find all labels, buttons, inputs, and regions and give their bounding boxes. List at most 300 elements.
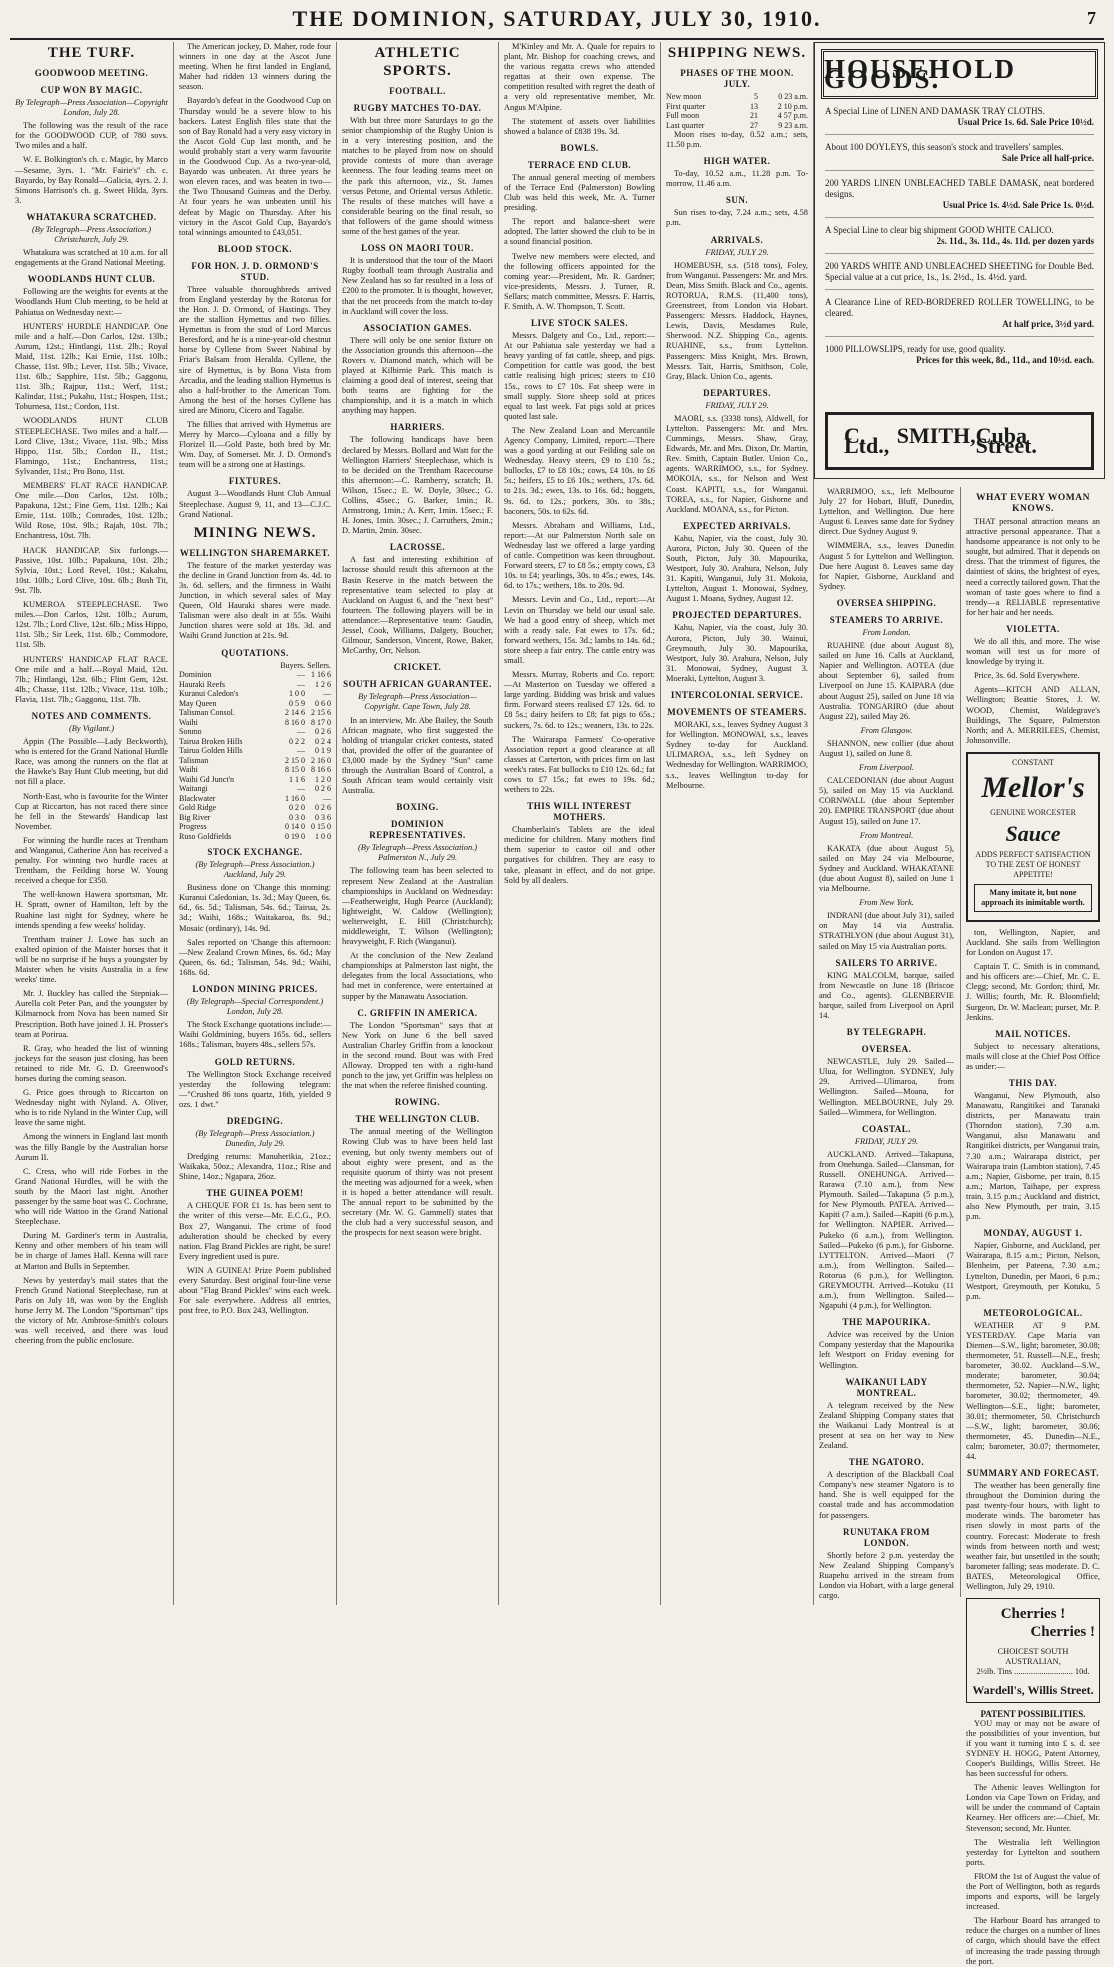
table-cell: 0 2 6 <box>315 727 331 736</box>
subheading: BY TELEGRAPH. <box>846 1027 927 1038</box>
table-row <box>179 727 331 737</box>
article-paragraph: The annual meeting of the Wellington Rowing Club was to have been held last evening, but only twenty members out of about eighty were present, and as the requisite quorum of thirty was not present the meeting was adjourned for a week, when it is hoped a better attendance will result. The annual report to be submitted by the secretary (Mr. W. G. Gammell) states that the club had a very successful season, and the prospects for next season were bright. <box>342 1127 493 1238</box>
article-paragraph: For winning the hurdle races at Trentham and Wanganui, Catherine Ann has received a penalty. For winning two hurdle races at Trentham, the Feilding horse W. Young received a cheque for £350. <box>15 835 168 886</box>
article-paragraph: Messrs. Dalgety and Co., Ltd., report:—At our Pahiatua sale yesterday we had a heavy yarding of fat cattle, sheep, and pigs. Competition for cattle was good, the best cattle realising high prices; steers to £10 15s., cows to £7 10s. Fat sheep were in small supply. Store sheep sold at prices equal to last week. Fat pigs sold at prices quoted last sale. <box>504 331 655 421</box>
column-bowls-livestock <box>498 42 660 1605</box>
subheading: PROJECTED DEPARTURES. <box>672 610 802 621</box>
article-paragraph: The weather has been generally fine throughout the Dominion during the past twenty-four hours, with light to moderate winds. The barometer has risen slowly in most parts of the country. Forecast: Moderate to fresh winds from between north and west; weather fair, but unsettled in the south; barometer falling; seas moderate. D. C. BATES, Meteorological Office, Wellington, July 29, 1910. <box>966 1481 1100 1592</box>
advert-item-text: A Clearance Line of RED-BORDERED ROLLER TOWELLING, to be cleared. <box>825 297 1094 318</box>
table-cell: 1 2 0 <box>315 774 331 784</box>
subheading: HIGH WATER. <box>703 156 771 167</box>
table-cell: 0 23 a.m. <box>778 92 808 101</box>
masthead-title: THE DOMINION, SATURDAY, JULY 30, 1910. <box>292 6 822 31</box>
household-goods-advert <box>814 42 1105 479</box>
article-paragraph: The New Zealand Loan and Mercantile Agency Company, Limited, report:—There was a good yarding at our Feilding sale on Wednesday. Heavy steers, £9 to £10 5s.; bullocks, £7 to £8 10s.; cows, £4 10s. to £6 5s.; heifers, £5 to £6 10s.; wethers, 17s. 6d. to 21s. 3d.; ewes, 13s. to 16s. 6d.; hoggets, 9s. 6d. to 12s.; porkers, 30s. to 38s.; baconers, 50s. to 62s. 6d. <box>504 425 655 516</box>
article-paragraph: The following was the result of the race for the GOODWOOD CUP, of 780 sovs. Two miles and a half. <box>15 121 168 151</box>
subheading: GOODWOOD MEETING. <box>34 68 149 78</box>
table-cell: 1 0 0 <box>289 689 305 698</box>
advert-item-text: 200 YARDS WHITE AND UNBLEACHED SHEETING for Double Bed. Special value at a cut price, 1s., 1s. 2½d., 1s. 4½d. yard. <box>825 261 1094 282</box>
article-paragraph: HACK HANDICAP. Six furlongs.—Passive, 10st. 10lb.; Papakuna, 10st. 2lb.; Sylvia, 10st.; Lord Revel, 10st.; Kakahu, 10st. 10lb.; Lord Clive, 10st. 6lb.; Bush Tit, 9st. 7lb. <box>15 545 168 595</box>
advert-paragraph: We do all this, and more. The wise woman will test us for more of knowledge by trying it. <box>966 636 1100 667</box>
subheading: CUP WON BY MAGIC. <box>40 85 143 95</box>
article-paragraph: Sales reported on 'Change this afternoon:—New Zealand Crown Mines, 6s. 6d.; May Queen, 6s. 6d.; Talisman, 54s. 9d.; Waihi, 168s. 6d. <box>179 937 331 977</box>
article-paragraph: Following are the weights for events at the Woodlands Hunt Club meeting, to be held at Pahiatua on Wednesday next:— <box>15 287 168 317</box>
page-number: 7 <box>1087 8 1096 28</box>
subheading: QUOTATIONS. <box>221 647 289 658</box>
dateline: From New York. <box>859 898 914 908</box>
subheading: TERRACE END CLUB. <box>527 159 632 170</box>
table-cell: May Queen <box>179 698 217 708</box>
cherries-title: Cherries ! <box>1000 1606 1066 1623</box>
dateline: (By Telegraph—Press Association.) Christchurch, July 29. <box>31 224 152 245</box>
table-row <box>179 670 331 680</box>
advert-signature: VIOLETTA. <box>1006 623 1060 634</box>
table-cell: Waihi <box>179 717 198 727</box>
subheading: DEPARTURES. <box>703 387 771 398</box>
table-cell: 0 2 4 <box>315 736 331 746</box>
table-row <box>179 756 331 766</box>
dateline: (By Telegraph—Press Association.) Dunedin, July 29. <box>195 1128 315 1148</box>
subheading: C. GRIFFIN IN AMERICA. <box>357 1007 478 1018</box>
subheading: SUN. <box>725 195 749 206</box>
advert-line-item <box>825 99 1094 135</box>
dateline: From London. <box>862 627 911 637</box>
table-cell: — <box>297 727 305 736</box>
subheading: WOODLANDS HUNT CLUB. <box>27 274 156 285</box>
dateline: By Telegraph—Press Association—Copyright London, July 28. <box>15 98 168 118</box>
table-cell: 5 <box>754 92 758 101</box>
dateline: FRIDAY, JULY 29. <box>854 1136 919 1146</box>
article-paragraph: Dredging returns: Manuherikia, 21oz.; Waikaka, 50oz.; Alexandra, 11oz.; Rise and Shine, 14oz.; Ngapara, 26oz. <box>179 1152 331 1182</box>
cherries-advert <box>966 1598 1100 1702</box>
table-cell: 8 17 0 <box>311 717 331 727</box>
dateline: (By Telegraph—Special Correspondent.) London, July 28. <box>186 997 324 1017</box>
article-paragraph: The fillies that arrived with Hymettus are Merry by Marco—Cyloana and a filly by Florizel II.—Gold Paste, both bred by Mr. Wm. Day, of Somerset. Mr. J. D. Ormond's team will be a strong one at Hastings. <box>179 420 331 470</box>
table-cell: Big River <box>179 812 211 822</box>
subheading: MAIL NOTICES. <box>995 1028 1071 1039</box>
cherries-subtitle: Cherries ! <box>1030 1624 1095 1641</box>
table-cell: 2 15 6 <box>311 708 331 717</box>
table-cell: 8 16 0 <box>285 717 305 727</box>
subheading: STEAMERS TO ARRIVE. <box>829 614 944 625</box>
article-paragraph: A CHEQUE FOR £1 1s. has been sent to the writer of this verse—Mr. E.C.G., P.O. Box 27, Wanganui. The crime of food adulteration should be checked by every nation. Flag Brand Pickles are right, be sure! Every ingredient used is pure. <box>179 1201 331 1261</box>
table-cell: Kuranui Caledon's <box>179 689 239 698</box>
article-paragraph: The annual general meeting of members of the Terrace End (Palmerston) Bowling Club was held this week, Mr. A. Turner presiding. <box>504 172 655 213</box>
subheading: THE GUINEA POEM! <box>206 1188 304 1199</box>
table-cell: 0 15 0 <box>311 822 331 831</box>
table-cell: Progress <box>179 822 207 831</box>
table-row <box>179 822 331 832</box>
article-paragraph: W. E. Bolkington's ch. c. Magic, by Marco—Sesame, 3yrs. 1. "Mr. Fairie's" ch. c. Bayardo, by Bay Ronald—Galicia, 4yrs. 2. J. Simons Harrison's ch. g. Sweet Hilda, 3yrs. 3. <box>15 155 168 205</box>
article-paragraph: The well-known Hawera sportsman, Mr. H. Spratt, owner of Hamilton, left by the Ruahine last night for Sydney, where he intends spending a few weeks' holiday. <box>15 890 168 930</box>
subheading: COASTAL. <box>861 1123 912 1134</box>
table-cell: Full moon <box>666 111 700 120</box>
article-paragraph: AUCKLAND. Arrived—Takapuna, from Onehunga. Sailed—Clansman, for Russell. ONEHUNGA. Arrived—Rarawa (7.10 a.m.), from New Plymouth. Sailed—Takapuna (5 p.m.), for New Plymouth. PATEA. Arrived—Kapiti (7 a.m.). Sailed—Kapiti (6 p.m.), for Wellington. NAPIER. Arrived—Pukeko (6 a.m.), from Wellington. Sailed—Pukeko (6 p.m.), for Gisborne. LYTTELTON. Arrived—Maori (7 a.m.), from Wellington. Sailed—Rotorua (6 p.m.), for Wellington. GREYMOUTH. Arrived—Kotuku (11 a.m.), from Wellington. Sailed—Ngapuhi (4 p.m.), for Wellington. <box>819 1149 954 1311</box>
cherries-signature: Wardell's, Willis Street. <box>972 1683 1094 1698</box>
article-paragraph: News by yesterday's mail states that the French Grand National Steeplechase, run at Paris on July 18, was won by the English horse Jerry M. The London "Sportsman" tips the victory of Mr. Ambrose-Smith's colours was well received, and there was loud cheering from the public enclosure. <box>15 1275 168 1346</box>
subheading: ROWING. <box>394 1097 441 1108</box>
advert-item-text: 200 YARDS LINEN UNBLEACHED TABLE DAMASK, neat bordered designs. <box>825 178 1094 199</box>
article-paragraph: A fast and interesting exhibition of lacrosse should result this afternoon at the Basin Reserve in the match between the representative team selected to play at Auckland on August 6, and the "next best" fourteen. The following players will be in attendance:—Representative team: Gaudin, Jessel, Cook, Williams, Dalgety, Boucher, Gilmour, Sanderson, Vincent, Rowe, Baker, McCarthy, Orr, Nelson. <box>342 555 493 656</box>
table-cell: — <box>297 670 305 679</box>
table-row <box>666 92 808 102</box>
table-row <box>179 784 331 794</box>
subheading: WHATAKURA SCRATCHED. <box>26 211 157 222</box>
subheading: THE WELLINGTON CLUB. <box>355 1114 480 1125</box>
advert-paragraph: Agents—KITCH AND ALLAN, Wellington; Beattie Stores, J. W. WOOD, Chemist, Waldegrave's Buildings, The Square, Palmerston North; and A. MERRILEES, Chemist, Johnsonville. <box>966 685 1100 745</box>
table-header-row <box>179 661 331 671</box>
table-row <box>666 121 808 131</box>
subheading: RUGBY MATCHES TO-DAY. <box>353 103 482 113</box>
table-row <box>179 689 331 699</box>
table-row <box>179 803 331 813</box>
article-paragraph: Moon rises to-day, 0.52 a.m.; sets, 11.50 p.m. <box>666 130 808 150</box>
column-turf <box>10 42 173 1605</box>
shipping-continued-column <box>814 487 959 1600</box>
section-heading-athletic: ATHLETIC SPORTS. <box>374 45 461 79</box>
article-paragraph: Messrs. Levin and Co., Ltd., report:—At Levin on Thursday we held our usual sale. We had a good entry of sheep, which met with a ready sale. Fat ewes to 17s. 6d.; forward wethers, 15s. 3d.; lambs to 14s. 6d.; store sheep a fair entry. The cattle entry was small. <box>504 595 655 665</box>
article-paragraph: It is understood that the tour of the Maori Rugby football team through Australia and New Zealand has so far resulted in a loss of £200 to the promoter. It is thought, however, that the net proceeds from the match to-day in Auckland will cover the loss. <box>342 256 493 316</box>
advert-line-item <box>825 254 1094 290</box>
subheading: FOR HON. J. D. ORMOND'S STUD. <box>191 260 319 282</box>
advert-item-price: Usual Price 1s. 6d. Sale Price 10½d. <box>957 117 1094 127</box>
subheading: STOCK EXCHANGE. <box>207 847 303 857</box>
table-row <box>179 718 331 728</box>
subheading: HARRIERS. <box>390 422 445 433</box>
subheading: LIVE STOCK SALES. <box>530 318 629 329</box>
dateline: FRIDAY, JULY 29. <box>705 400 769 410</box>
table-cell: 1 2 6 <box>315 679 331 689</box>
table-cell: 27 <box>750 120 758 130</box>
table-cell: Tairua Golden Hills <box>179 746 243 755</box>
article-paragraph: CALCEDONIAN (due about August 5), sailed on May 15 via Auckland. CORNWALL (due about September 20). EMPIRE TRANSPORT (due about August 15), sailed on June 17. <box>819 776 954 826</box>
article-paragraph: During M. Gardiner's term in Australia, Kenny and other members of his team will be in charge of James Hall. Kenna will race at Marton and Bulls in September. <box>15 1231 168 1271</box>
advert-paragraph: Price, 3s. 6d. Sold Everywhere. <box>974 671 1080 681</box>
subheading: BOWLS. <box>560 142 599 153</box>
subheading: THE NGATORO. <box>848 1457 925 1468</box>
article-paragraph: August 3—Woodlands Hunt Club Annual Steeplechase. August 9, 11, and 13—C.J.C. Grand National. <box>179 489 331 519</box>
article-paragraph: Messrs. Murray, Roberts and Co. report:—At Masterton on Tuesday we offered a large yarding. Bidding was brisk and values firm. Forward steers realised £7 12s. 6d. to £8 5s.; dairy heifers to £8; fat pigs to 65s.; suckers, 7s. 6d. to 12s.; weaners, 13s. to 22s. <box>504 670 655 730</box>
dateline: By Telegraph—Press Association—Copyright. Cape Town, July 28. <box>358 692 477 712</box>
subheading: ASSOCIATION GAMES. <box>363 322 472 333</box>
article-paragraph: SHANNON, new collier (due about August 1), sailed on June 8. <box>819 738 954 758</box>
article-paragraph: Trentham trainer J. Lowe has such an exalted opinion of the Maister horses that it will be no surprise if he buys a youngster by Maister when he visits Australia in a few weeks' time. <box>15 934 168 985</box>
article-paragraph: G. Price goes through to Riccarton on Wednesday night with Nyland. A. Oliver, who is to ride Nyland in the Winter Cup, will leave the same night. <box>15 1088 168 1128</box>
subheading: LONDON MINING PRICES. <box>192 984 318 995</box>
dateline: (By Telegraph—Press Association.) Palmerston N., July 29. <box>357 843 478 863</box>
advert-item-price: 2s. 11d., 3s. 11d., 4s. 11d. per dozen yards <box>936 236 1094 246</box>
subheading: GOLD RETURNS. <box>214 1056 296 1067</box>
article-paragraph: Whatakura was scratched at 10 a.m. for all engagements at the Grand National Meeting. <box>15 248 168 268</box>
article-paragraph: The Westralia left Wellington yesterday for Lyttelton and southern ports. <box>966 1837 1100 1867</box>
table-row <box>179 832 331 842</box>
article-paragraph: Business done on 'Change this morning: Kuranui Caledonian, 1s. 3d.; May Queen, 6s. 6d., 6s. 5d.; Talisman, 54s. 6d.; Tairua, 2s. 3d.; Waihi, 168s.; Waitakaroa, 8s. 9d.; Mosaic (ordinary), 14s. 9d. <box>179 883 331 933</box>
table-cell: 0 3 6 <box>315 812 331 822</box>
patent-heading: PATENT POSSIBILITIES. <box>980 1708 1086 1719</box>
table-cell: 0 14 0 <box>285 822 305 831</box>
advert-line-item <box>825 135 1094 171</box>
table-row <box>179 680 331 690</box>
article-paragraph: M'Kinley and Mr. A. Quale for repairs to plant, Mr. Bishop for coaching crews, and the various regatta crews who attended regattas at their own expense. The competition resulted with regret the death of a very old representative member, Mr. Angus M'Alpine. <box>504 42 655 112</box>
table-header <box>179 661 279 671</box>
subheading: CRICKET. <box>393 662 442 673</box>
article-paragraph: Wanganui, New Plymouth, also Manawatu, Rangitikei and Taranaki districts, per Manawatu train (Thorndon station), 7.30 a.m. Wanganui, also Manawatu and Rangitikei districts, per Wanganui train, 7.30 a.m.; Wairarapa district, per Wairarapa train (Lambton station), 7.45 a.m.; Napier, Gisborne, per train, 8.15 a.m.; Marton, Taihape, per express train, 3.15 p.m.; Auckland and district, also New Plymouth, per train, 3.15 p.m. <box>966 1091 1100 1222</box>
sauce-top-label: CONSTANT <box>1011 757 1055 767</box>
table-cell: Waihi <box>179 765 198 774</box>
article-paragraph: The following team has been selected to represent New Zealand at the Australian championships in Auckland on Wednesday:—Featherweight, Hugh Pearce (Auckland); lightweight, W. Caldow (Wellington); welterweight, E. Hill (Christchurch); middleweight, T. Wilson (Wellington); heavyweight, F. Rich (Wanganui). <box>342 866 493 947</box>
subheading: WAIKANUI LADY MONTREAL. <box>845 1376 928 1398</box>
advert-item-price: At half price, 3½d yard. <box>1002 319 1094 329</box>
table-cell: 0 5 9 <box>289 698 305 708</box>
dateline: (By Telegraph—Press Association.) Auckland, July 29. <box>195 860 315 880</box>
subheading: BOXING. <box>396 802 439 813</box>
subheading: THE MAPOURIKA. <box>842 1317 931 1328</box>
advert-line-item <box>825 171 1094 218</box>
article-paragraph: MEMBERS' FLAT RACE HANDICAP. One mile.—Don Carlos, 12st. 10lb.; Papakuna, 12st.; Fine Gem, 11st. 12lb.; Kai Ernie, 11st. 10lb.; Comrades, 10st. 12lb.; Wild Rose, 10st. 9lb.; Rajah, 10st. 7lb.; Enchantress, 10st. 7lb. <box>15 481 168 541</box>
subheading: SUMMARY AND FORECAST. <box>967 1468 1099 1479</box>
table-row <box>179 775 331 785</box>
table-cell: 0 2 6 <box>315 784 331 793</box>
article-paragraph: Kahu, Napier, via the coast, July 30. Aurora, Picton, July 30. Wainui, Greymouth, July 30. Mapourika, Westport, July 30. Arahura, Nelson, July 31. Monowai, Sydney, August 3. Moeraki, Lyttelton, August 3. <box>666 623 808 683</box>
subheading: DREDGING. <box>226 1115 284 1126</box>
article-paragraph: Advice was received by the Union Company yesterday that the Mapourika left Westport on Friday evening for Wellington. <box>819 1330 954 1370</box>
cherries-price: 2½lb. Tins ............................ 10d. <box>976 1667 1090 1677</box>
dateline: FRIDAY, JULY 29. <box>705 247 769 257</box>
table-cell: — <box>297 784 305 793</box>
table-cell: 2 10 p.m. <box>777 101 808 111</box>
table-cell: 0 3 0 <box>289 812 305 822</box>
article-paragraph: KAKATA (due about August 5), sailed on May 24 via Melbourne, Sydney and Auckland. WHAKATANE (due about August 8), sailed on June 1 via Melbourne. <box>819 843 954 894</box>
subheading: OVERSEA. <box>861 1044 912 1055</box>
subheading: FIXTURES. <box>228 476 282 487</box>
article-paragraph: The American jockey, D. Maher, rode four winners in one day at the Ascot June meeting. When he first landed in England, Maher had ridden 13 winners during the season. <box>179 42 331 92</box>
subheading: FOOTBALL. <box>389 86 446 96</box>
article-paragraph: Three valuable thoroughbreds arrived from England yesterday by the Rotorua for the Hon. J. D. Ormond, of Hastings. They are the stallion Hymettus and two fillies. Hymettus is from the stud of Lord Marcus Beresford, and he is a nine-year-old chestnut horse by Cyllene from Sweet Nabinal by Friar's Balsam from Heralda. Cyllene, the sire of Hymettus, is by Bona Vista from Arcadia, and the leading stallion Hymettus is also a half-brother to the American Tom. Among the best of the horses Cyllene has sired are Minoru, Cicero and Tagalie. <box>179 284 331 415</box>
advert-line-item <box>825 337 1094 372</box>
table-cell: 8 16 6 <box>311 765 331 774</box>
table-row <box>666 111 808 121</box>
subheading: MONDAY, AUGUST 1. <box>983 1228 1083 1239</box>
sauce-boxed-text: Many imitate it, but none approach its inimitable worth. <box>974 884 1092 912</box>
advert-item-price: Prices for this week, 8d., 11d., and 10½d. each. <box>916 355 1094 365</box>
article-paragraph: WIMMERA, s.s., leaves Dunedin August 5 for Lyttelton and Wellington. Due here August 8. Leaves same day for Napier, Gisborne, Auckland and Sydney. <box>819 541 954 591</box>
table-header: Sellers. <box>307 660 331 670</box>
table-cell: Last quarter <box>666 120 705 130</box>
article-paragraph: Mr. J. Buckley has called the Stepniak—Aurella colt Peter Pan, and the youngster by Kilmarnock from Nova has been named Sir Prescription. Both have joined J. H. Prosser's team at Porirua. <box>15 989 168 1039</box>
subheading: DOMINION REPRESENTATIVES. <box>369 819 466 841</box>
column-turf-continued <box>173 42 336 1605</box>
subheading: MOVEMENTS OF STEAMERS. <box>667 707 807 718</box>
subheading: RUNUTAKA FROM LONDON. <box>842 1526 931 1548</box>
article-paragraph: RUAHINE (due about August 8), sailed on June 16. Calls at Auckland, Napier and Wellington. AOTEA (due about September 6), sailed from Liverpool on June 15. KAIPARA (due about August 25), sailed on June 18 via Australia. TONGARIRO (due about August 22), sailed May 26. <box>819 641 954 721</box>
article-paragraph: C. Cress, who will ride Forbes in the Grand National Hurdles, will be with the south by the Maori last night. Another passenger by the same boat was C. Cochrane, who will ride Wattoo in the Grand National Steeplechase. <box>15 1166 168 1227</box>
table-cell: Blackwater <box>179 793 216 803</box>
column-right-ads <box>813 42 1104 1966</box>
dateline: From Glasgow. <box>860 725 913 735</box>
dateline: From Liverpool. <box>858 763 915 773</box>
subheading: METEOROLOGICAL. <box>983 1307 1083 1318</box>
article-paragraph: HOMEBUSH, s.s. (518 tons), Foley, from Wanganui. Passengers: Mr. and Mrs. Dean, Miss Smith. Black and Co., agents. ROTORUA, R.M.S. (11,400 tons), Greenstreet, from London via Hobart. Passengers: Messrs. Haddock, Haynes, Lewis, Davis, Mesdames Rule, Sherwood. N.Z. Shipping Co., agents. RUAHINE, s.s., from Lyttelton. Passengers: Miss Knight, Mrs. Brown, Messrs. Tait, Harris, Smithson, Cole, Gray, Black. Union Co., agents. <box>666 260 808 381</box>
advert-item-text: A Special Line to clear big shipment GOOD WHITE CALICO. <box>825 225 1054 235</box>
dateline: From Montreal. <box>859 830 914 840</box>
article-paragraph: With but three more Saturdays to go the senior championship of the Rugby Union is in a very interesting position, and the matches to be played from now on should provide contests of more than average keenness. The four leading teams meet on the park this afternoon, viz., St. James versus Petone, and Oriental versus Athletic. The results of these matches will have a considerable bearing on the final result, so that followers of the game should witness some of the best games of the year. <box>342 116 493 237</box>
article-paragraph: There will only be one senior fixture on the Association grounds this afternoon—the Rovers v. Diamond match, which will be played at Kilbirnie Park. This match is claiming a good deal of interest, seeing that both teams are fighting for the championship, and it is a match in which anything may happen. <box>342 335 493 416</box>
advertiser-name: C. SMITH, Ltd., <box>844 422 976 458</box>
subheading: LOSS ON MAORI TOUR. <box>361 243 474 254</box>
table-cell: 8 15 0 <box>285 765 305 774</box>
advert-paragraph: YOU may or may not be aware of the possibilities of your invention, but if you want it turning into £ s. d. see SYDNEY H. HOGG, Patent Attorney, Cooper's Buildings, Willis Street. He has been successful for others. <box>966 1718 1100 1779</box>
article-paragraph: Chamberlain's Tablets are the ideal medicine for children. Many mothers find them superior to castor oil and other purgatives for children. They are easy to take, pleasant in effect, and do not gripe. Sold by all dealers. <box>504 825 655 885</box>
byline: (By Vigilant.) <box>69 723 114 733</box>
article-paragraph: WARRIMOO, s.s., left Melbourne July 27 for Hobart, Bluff, Dunedin, Lyttelton, and Wellington. Due here August 6. Leaves same date for Sydney direct. Due Sydney August 9. <box>819 487 954 537</box>
table-cell: — <box>323 689 331 698</box>
sauce-brand-name: Mellor's <box>981 770 1085 804</box>
article-paragraph: The feature of the market yesterday was the decline in Grand Junction from 4s. 4d. to 3s. 6d. sellers, and the firmness in Waihi Junction, in which several sales of May Queen, Old Hauraki shares were made. Talisman were also dealt in at 55s. Waihi Junction shares were sold at 18s. 3d. and Waihi Grand Junction at 21s. 9d. <box>179 560 331 641</box>
article-paragraph: A telegram received by the New Zealand Shipping Company states that the Waikanui Lady Montreal is at present at sea on her way to New Zealand. <box>819 1400 954 1451</box>
article-paragraph: The report and balance-sheet were adopted. The latter showed the club to be in a sound financial position. <box>504 217 655 247</box>
table-row <box>179 794 331 804</box>
advertiser-street: Cuba Street. <box>975 422 1037 458</box>
table-cell: Talisman Consol. <box>179 708 235 717</box>
section-heading-shipping: SHIPPING NEWS. <box>667 45 807 61</box>
advert-line-item <box>825 218 1094 254</box>
table-row <box>666 102 808 112</box>
table-cell: 1 16 6 <box>311 670 331 679</box>
article-paragraph: Messrs. Abraham and Williams, Ltd., report:—At our Palmerston North sale on Wednesday last we offered a large yarding of cattle. Competition was keen throughout. Forward steers, £7 to £8 5s.; empty cows, £3 10s. to £4; yearlings, 30s. to 45s.; ewes, 14s. 6d. to 17s.; wethers, 18s. to 20s. 9d. <box>504 520 655 591</box>
subheading: ARRIVALS. <box>710 234 764 245</box>
column-shipping-news <box>660 42 813 1605</box>
advert-item-text: About 100 DOYLEYS, this season's stock and travellers' samples. <box>825 142 1064 152</box>
table-cell: Talisman <box>179 755 209 765</box>
article-paragraph: Subject to necessary alterations, mails will close at the Chief Post Office as under:— <box>966 1041 1100 1071</box>
article-paragraph: The London "Sportsman" says that at New York on June 6 the bell saved Australian Charley Griffin from a knockout in the second round. Bout was with Fred Alloway. Dropped ten with a right-hand punch to the jaw, yet Griffin was helpless on the mat when the referee finished counting. <box>342 1020 493 1091</box>
article-paragraph: WOODLANDS HUNT CLUB STEEPLECHASE. Two miles and a half.—Lord Clive, 13st.; Vivace, 11st. 9lb.; Miss Hippo, 11st. 5lb.; Cordon II., 11st.; Flamingo, 11st.; Enchantress, 11st.; Sylvander, 11st.; Pro Bono, 11st. <box>15 416 168 476</box>
advert-heading: WHAT EVERY WOMAN KNOWS. <box>976 493 1090 514</box>
table-row <box>179 708 331 718</box>
table-cell: 1 0 0 <box>315 831 331 841</box>
sauce-tagline: ADDS PERFECT SATISFACTION TO THE ZEST OF HONEST APPETITE! <box>975 849 1091 879</box>
quotations-table <box>179 661 331 842</box>
article-paragraph: The Harbour Board has arranged to reduce the charges on a number of lines of cargo, which should have the effect of increasing the trade passing through the port. <box>966 1916 1100 1966</box>
table-cell: 1 16 0 <box>285 793 305 803</box>
table-cell: 2 16 0 <box>311 755 331 765</box>
article-paragraph: MAORI, s.s. (3338 tons), Aldwell, for Lyttelton. Passengers: Mr. and Mrs. Cummings, Messrs. Shaw, Gray, Edwards, Mr. and Mrs. Dixon, Dr. Martin, Rev. Smith, Captain Butler. Union Co., agents. WARRIMOO, s.s., for Sydney. MOKOIA, s.s., for Nelson and West Coast. KAPITI, s.s., for Wanganui. TOREA, s.s., for Napier, Gisborne and Auckland. MOANA, s.s., for Picton. <box>666 413 808 514</box>
table-cell: 1 1 6 <box>289 774 305 784</box>
section-heading-turf: THE TURF. <box>47 45 136 61</box>
table-cell: Ruso Goldfields <box>179 831 232 841</box>
moon-phases-table <box>666 92 808 130</box>
advert-item-price: Sale Price all half-price. <box>1002 153 1094 163</box>
subheading: SOUTH AFRICAN GUARANTEE. <box>343 679 492 690</box>
article-paragraph: Appin (The Possible—Lady Beckworth), who is entered for the Grand National Hurdle Race, was among the runners on the flat at the Hawke's Bay Hunt Club meeting, but did not fill a place. <box>15 737 168 787</box>
article-paragraph: HUNTERS' HANDICAP FLAT RACE. One mile and a half.—Royal Maid, 12st. 7lb.; Hintlangi, 12st. 6lb.; Flint Gem, 12st. 4lb.; Chasse, 11st. 12lb.; Vivace, 11st. 10lb.; Flavia, 11st. 7lb.; Gaggonu, 11st. 7lb. <box>15 654 168 704</box>
table-row <box>179 737 331 747</box>
table-cell: New moon <box>666 92 702 101</box>
advert-item-text: 1000 PILLOWSLIPS, ready for use, good quality. <box>825 344 1006 354</box>
subheading: SAILERS TO ARRIVE. <box>835 957 938 968</box>
table-row <box>179 765 331 775</box>
table-cell: 0 19 0 <box>285 831 305 841</box>
article-paragraph: The statement of assets over liabilities showed a balance of £838 19s. 3d. <box>504 116 655 136</box>
article-paragraph: KING MALCOLM, barque, sailed from Newcastle on June 18 (Briscoe and Co., agents). GLENBERVIE barque, sailed from Liverpool on April 14. <box>819 970 954 1021</box>
table-cell: — <box>297 746 305 755</box>
table-cell: 2 15 0 <box>285 755 305 765</box>
subheading: NOTES AND COMMENTS. <box>31 710 152 721</box>
advert-title: HOUSEHOLD GOODS. <box>821 49 1098 99</box>
article-paragraph: A description of the Blackball Coal Company's new steamer Ngatoro is to hand. She is well equipped for the coastal trade and has accommodation for passengers. <box>819 1470 954 1520</box>
table-cell: 2 14 6 <box>285 708 305 717</box>
table-cell: 0 2 0 <box>289 803 305 812</box>
article-paragraph: Shortly before 2 p.m. yesterday the New Zealand Shipping Company's Ruapehu arrived in the stream from London via Hobart, with a large general cargo. <box>819 1550 954 1600</box>
article-paragraph: At the conclusion of the New Zealand championships at Palmerston last night, the delegates from the local Associations, who had met in conference, were entertained at supper by the Manawatu Association. <box>342 951 493 1001</box>
mail-meteorological-column <box>960 487 1105 1966</box>
table-cell: 0 2 2 <box>289 736 305 746</box>
table-cell: 0 2 6 <box>315 803 331 812</box>
article-paragraph: North-East, who is favourite for the Winter Cup at Riccarton, has not raced there since he fell in the Stewards' Handicap last November. <box>15 791 168 831</box>
table-header: Buyers. <box>280 660 305 670</box>
table-cell: Hauraki Reefs <box>179 679 225 689</box>
masthead <box>10 4 1104 40</box>
cherries-description: CHOICEST SOUTH AUSTRALIAN, <box>997 1647 1069 1667</box>
table-cell: 21 <box>750 111 758 120</box>
subheading: EXPECTED ARRIVALS. <box>683 520 791 531</box>
subheading: OVERSEA SHIPPING. <box>836 597 937 608</box>
advert-line-item <box>825 290 1094 337</box>
sauce-word: Sauce <box>1005 820 1061 846</box>
article-paragraph: To-day, 10.52 a.m., 11.28 p.m. To-morrow, 11.46 a.m. <box>666 169 808 189</box>
table-cell: Gold Ridge <box>179 803 217 812</box>
article-paragraph: The Wellington Stock Exchange received yesterday the following telegram:—"Crushed 86 tons quartz, 16th, yielded 9 ozs. 1 dwt." <box>179 1069 331 1109</box>
article-paragraph: The Athenic leaves Wellington for London via Cape Town on Friday, and will be under the command of Captain Kearney. Her officers are:—Chief, Mr. Stevenson; second, Mr. Hunter. <box>966 1783 1100 1833</box>
advertiser-signature <box>825 412 1094 470</box>
article-paragraph: The Wairarapa Farmers' Co-operative Association report a good clearance at all classes at Carterton, with prices firm on last week's rates. Fat bullocks to £10 12s. 6d.; fat cows to £7 15s.; fat ewes to 19s. 6d.; wethers to 22s. <box>504 734 655 795</box>
table-row <box>179 746 331 756</box>
table-cell: 0 6 0 <box>315 698 331 708</box>
article-paragraph: KUMEROA STEEPLECHASE. Two miles.—Don Carlos, 12st. 10lb.; Aurum, 12st. 7lb.; Lord Clive, 12st. 6lb.; Miss Hippo, 11st. 5lb.; Sir Leek, 11st. 6lb.; Commodore, 11st. 5lb. <box>15 600 168 650</box>
subheading: THIS WILL INTEREST MOTHERS. <box>527 801 632 823</box>
table-cell: Sonmo <box>179 727 202 736</box>
table-row <box>179 813 331 823</box>
table-cell: Waihi Gd Junct'n <box>179 774 235 784</box>
article-paragraph: Kahu, Napier, via the coast, July 30. Aurora, Picton, July 30. Queen of the South, Picton, July 30. Mapourika, Westport, July 30. Arahura, Nelson, July 31. Kapiti, Wanganui, July 31. Mokoia, Lyttelton, August 1. Monowai, Sydney, August 1. Moana, Sydney, August 12. <box>666 533 808 604</box>
table-cell: First quarter <box>666 101 706 111</box>
table-cell: Waitangi <box>179 784 208 793</box>
table-cell: Dominion <box>179 670 212 679</box>
table-cell: — <box>323 793 331 803</box>
article-paragraph: Twelve new members were elected, and the following officers appointed for the coming year:—President, Mr. R. Gardner; vice-presidents, Messrs. J. Turner, R. Sellars; match committee, Messrs. F. Harris, F. Smith, A. W. Thompson, T. Scott. <box>504 251 655 311</box>
article-paragraph: In an interview, Mr. Abe Bailey, the South African magnate, who first suggested the holding of triangular cricket contests, stated that, provided the offer of the guarantee of £3,000 made by the Sydney "Sun" came through the Australian Board of Control, a South African team would certainly visit Australia. <box>342 715 493 796</box>
advert-item-price: Usual Price 1s. 4½d. Sale Price 1s. 0½d. <box>942 200 1094 210</box>
article-paragraph: Captain T. C. Smith is in command, and his officers are:—Chief, Mr. C. E. Clegg; second, Mr. Gordon; third, Mr. J. Willis; fourth, Mr. R. Bloomfield; Surgeon, Dr. W. Maclean; purser, Mr. P. Jenkins. <box>966 962 1100 1022</box>
section-heading-mining: MINING NEWS. <box>193 524 317 541</box>
subheading: PHASES OF THE MOON. JULY. <box>680 68 794 89</box>
table-cell: 9 23 a.m. <box>778 120 808 130</box>
advert-item-text: A Special Line of LINEN AND DAMASK TRAY CLOTHS. <box>825 106 1045 116</box>
table-cell: — <box>297 679 305 689</box>
subheading: LACROSSE. <box>389 542 446 553</box>
subheading: THIS DAY. <box>1008 1078 1058 1088</box>
article-paragraph: INDRANI (due about July 31), sailed on May 14 via Australia. STRATHLYON (due about August 31), sailed on May 15 via Australian ports. <box>819 911 954 951</box>
subheading: INTERCOLONIAL SERVICE. <box>670 690 804 701</box>
article-paragraph: Bayardo's defeat in the Goodwood Cup on Thursday would be a severe blow to his backers. Latest English files state that the son of Bay Ronald had a very easy victory in the Ascot Gold Cup last month, and he would probably start a very warm favourite in the Goodwood Cup. As a two-year-old, Bayardo was unbeaten. At three years he won eleven races, and was beaten in two—the Two Thousand Guineas and the Derby. At four years he was unbeaten until his defeat by Magic on Thursday. After his victory in the Ascot Gold Cup, Bayardo's total winnings amounted to £43,051. <box>179 96 331 237</box>
advert-paragraph: THAT personal attraction means an attractive personal appearance. That a handsome appearance is not only to be sought, but admired. That it depends on dress. That the trimmest of figures, the daintiest of skins, the brightest of eyes, need a correctly tailored gown. That the woman of taste goes where to find a trendy—a RELIABLE representative for her hair and her needs. <box>966 517 1100 617</box>
table-cell: 4 57 p.m. <box>777 111 808 120</box>
table-cell: Tairua Broken Hills <box>179 736 243 746</box>
article-paragraph: Sun rises to-day, 7.24 a.m.; sets, 4.58 p.m. <box>666 208 808 228</box>
article-paragraph: HUNTERS' HURDLE HANDICAP. One mile and a half.—Don Carlos, 12st. 13lb.; Aurum, 12st.; Hintlangi, 11st. 2lb.; Royal Maid, 11st. 12lb.; Kai Ernie, 11st. 10lb.; Chasse, 11st. 9lb.; Lever, 11st. 5lb.; Vivace, 11st. 6lb.; Sapphire, 11st. 5lb.; Gaggonu, 11st. 3lb.; Rajpur, 11st.; Werf, 11st.; Kalindar, 11st.; Pukahu, 11st.; Hospen, 11st.; Tohurnesa, 11st.; Cordon, 11st. <box>15 321 168 412</box>
column-athletic-sports <box>336 42 498 1605</box>
article-paragraph: WIN A GUINEA! Prize Poem published every Saturday. Best original four-line verse about "Flag Brand Pickles" wins each week. For sale everywhere. Address all entries, post free, to P.O. Box 243, Wellington. <box>179 1265 331 1316</box>
